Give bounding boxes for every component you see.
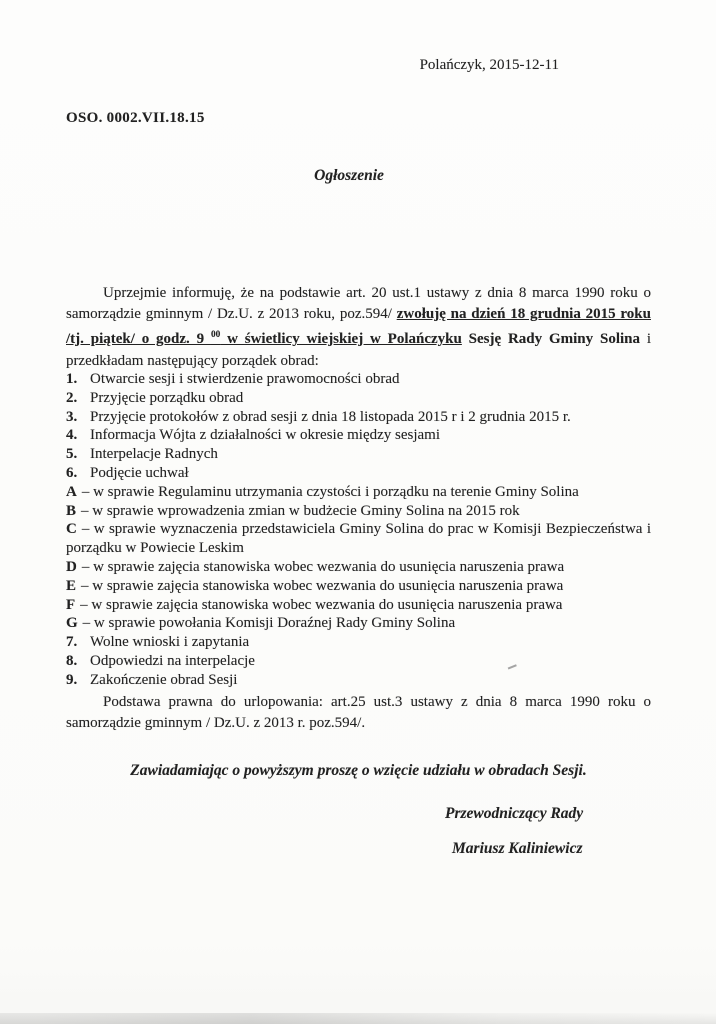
- resolution-text: – w sprawie zajęcia stanowiska wobec wezwania do usunięcia naruszenia prawa: [81, 577, 564, 594]
- agenda-item-marker: 6.: [66, 464, 78, 481]
- agenda-item-marker: 8.: [66, 652, 78, 669]
- resolution-item-e: [66, 577, 651, 596]
- reference-number: OSO. 0002.VII.18.15: [66, 110, 205, 126]
- agenda-item-text: Zakończenie obrad Sesji: [90, 671, 238, 688]
- resolution-letter: F: [66, 596, 76, 613]
- legal-basis-paragraph: Podstawa prawna do urlopowania: art.25 ust.3 ustawy z dnia 8 marca 1990 roku o samorządzie gminnym / Dz.U. z 2013 r. poz.594/.: [66, 694, 651, 731]
- resolution-letter: B: [66, 502, 77, 519]
- resolution-text: – w sprawie zajęcia stanowiska wobec wezwania do usunięcia naruszenia prawa: [80, 596, 563, 613]
- agenda-item-marker: 5.: [66, 446, 78, 463]
- resolution-item-g: [66, 614, 651, 633]
- agenda-item-text: Przyjęcie porządku obrad: [90, 389, 244, 406]
- agenda-item-text: Wolne wnioski i zapytania: [90, 634, 250, 651]
- resolution-item-a: [66, 483, 651, 502]
- resolution-item-f: [66, 596, 651, 615]
- agenda-item-marker: 2.: [66, 389, 78, 406]
- resolution-letter: D: [66, 558, 77, 575]
- agenda-item-text: Informacja Wójta z działalności w okresie między sesjami: [90, 427, 441, 444]
- agenda-item-marker: 4.: [66, 427, 78, 444]
- agenda-item-marker: 7.: [66, 634, 78, 651]
- resolution-item-b: [66, 502, 651, 521]
- signature-role: Przewodniczący Rady: [445, 805, 584, 822]
- agenda-item-marker: 1.: [66, 371, 78, 387]
- agenda-item-7: [66, 633, 651, 652]
- agenda-item-5: [66, 445, 651, 464]
- session-name: Sesję Rady Gminy Solina: [461, 331, 640, 348]
- resolution-text: – w sprawie Regulaminu utrzymania czystości i porządku na terenie Gminy Solina: [81, 483, 579, 500]
- convene-hour-superscript: 00: [210, 330, 221, 341]
- agenda-item-6: [66, 464, 651, 483]
- intro-tail: i przedkładam następujący porządek obrad:: [66, 331, 651, 369]
- resolution-text: – w sprawie zajęcia stanowiska wobec wezwania do usunięcia naruszenia prawa: [81, 558, 565, 575]
- resolution-letter: A: [66, 483, 77, 500]
- agenda-item-8: [66, 652, 651, 671]
- resolution-text: – w sprawie wyznaczenia przedstawiciela Gminy Solina do prac w Komisji Bezpieczeństwa i porządku w Powiecie Leskim: [66, 521, 651, 557]
- agenda-item-9: [66, 671, 651, 690]
- scan-edge-shadow: [0, 1013, 716, 1024]
- agenda-item-marker: 9.: [66, 671, 78, 688]
- agenda-item-text: Podjęcie uchwał: [90, 464, 189, 481]
- convene-location: w świetlicy wiejskiej w Polańczyku: [220, 331, 462, 348]
- resolution-text: – w sprawie powołania Komisji Doraźnej Rady Gminy Solina: [82, 615, 456, 632]
- agenda-item-marker: 3.: [66, 408, 78, 425]
- agenda-item-1: [66, 370, 651, 389]
- agenda-item-2: [66, 389, 651, 408]
- intro-paragraph: [66, 283, 651, 372]
- agenda-item-text: Przyjęcie protokołów z obrad sesji z dnia 18 listopada 2015 r i 2 grudnia 2015 r.: [90, 408, 571, 425]
- agenda-item-text: Interpelacje Radnych: [90, 446, 218, 463]
- agenda-item-3: [66, 408, 651, 427]
- agenda-item-4: [66, 426, 651, 445]
- agenda-item-text: Otwarcie sesji i stwierdzenie prawomocności obrad: [90, 371, 400, 387]
- resolution-item-d: [66, 558, 651, 577]
- resolution-letter: E: [66, 577, 77, 594]
- agenda-list: [66, 370, 651, 690]
- resolution-item-c: [66, 520, 651, 558]
- signature-name: Mariusz Kaliniewicz: [452, 840, 583, 857]
- intro-lead: Uprzejmie informuję, że na podstawie art. 20 ust.1 ustawy z dnia 8 marca 1990 roku o samorządzie gminnym / Dz.U. z 2013 roku, poz.594/: [66, 285, 651, 323]
- document-title: Ogłoszenie: [314, 167, 384, 184]
- resolution-letter: C: [66, 521, 77, 538]
- convene-text: zwołuję na dzień 18 grudnia 2015 roku /tj. piątek/ o godz. 9: [66, 306, 651, 348]
- resolution-text: – w sprawie wprowadzenia zmian w budżecie Gminy Solina na 2015 rok: [81, 502, 520, 519]
- closing-notice: Zawiadamiając o powyższym proszę o wzięcie udziału w obradach Sesji.: [130, 762, 587, 779]
- resolution-letter: G: [66, 615, 78, 632]
- place-date: Polańczyk, 2015-12-11: [419, 57, 559, 73]
- agenda-item-text: Odpowiedzi na interpelacje: [90, 652, 255, 669]
